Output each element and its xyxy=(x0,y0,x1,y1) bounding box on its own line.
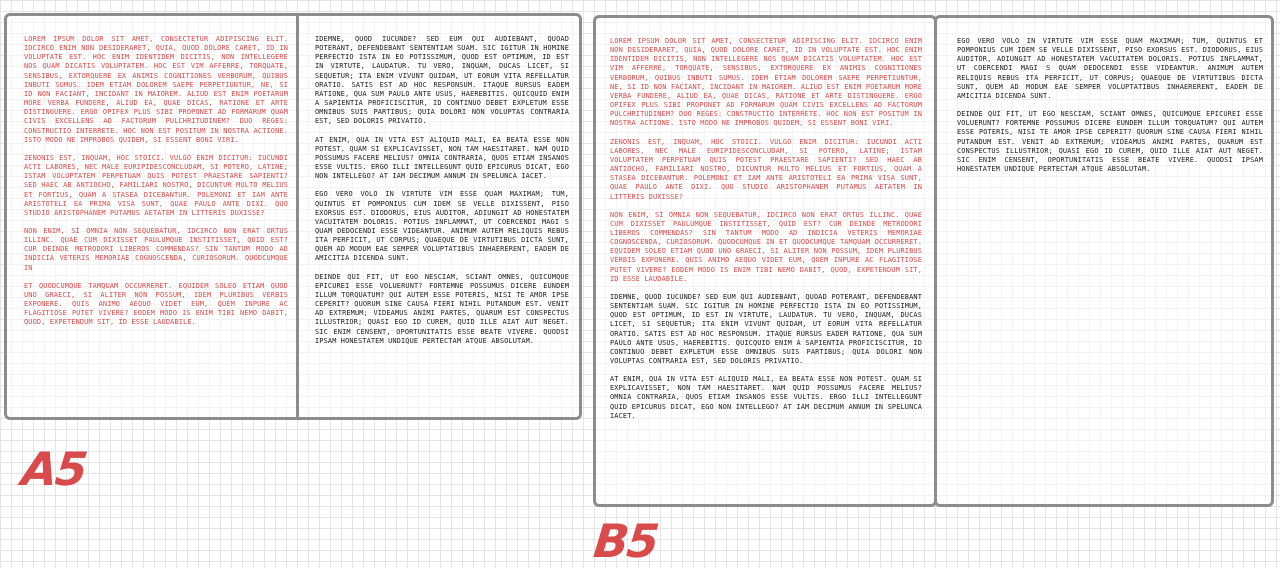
a5-size-label: A5 xyxy=(19,442,89,496)
a5-spread xyxy=(4,13,582,420)
a5-left-paragraph: LOREM IPSUM DOLOR SIT AMET, CONSECTETUR ADIPISCING ELIT. IDCIRCO ENIM NON DESIDERARET, QUIA, QUOD DOLORE CARET, ID IN VOLUPTATE EST. HOC ENIM IDENTIDEM DICITIS, NON INTELLEGERE NOS QUAM DICATIS VOLUPTATEM. HOC EST VIM AFFERRE, TORQUATE, SENSIBUS, EXTORQUERE EX ANIMIS COGNITIONES VERBORUM, QUIBUS INBUTI SUMUS. IDEM ETIAM DOLOREM SAEPE PERPETIUNTUR, NE, SI ID NON FACIANT, INCIDANT IN MAIOREM. ALIUD EST ENIM POETARUM MORE VERBA FUNDERE, ALIUD EA, QUAE DICAS, RATIONE ET ARTE DISTINGUERE. ERGO OPIFEX PLUS SIBI PROPONET AD FORMARUM QUAM CIVIS EXCELLENS AD FACTORUM PULCHRITUDINEM? DUO REGES: CONSTRUCTIO INTERRETE. HOC NON EST POSITUM IN NOSTRA ACTIONE. ISTO MODO NE IMPROBOS QUIDEM, SI ESSENT BONI VIRI. xyxy=(24,35,288,144)
b5-left-page xyxy=(596,18,934,504)
b5-left-red-block xyxy=(610,37,922,284)
b5-size-label: B5 xyxy=(591,514,660,568)
b5-left-dark-block xyxy=(610,293,922,421)
a5-right-page xyxy=(296,16,579,417)
a5-right-paragraph: DEINDE QUI FIT, UT EGO NESCIAM, SCIANT OMNES, QUICUMQUE EPICUREI ESSE VOLUERUNT? FORTEMNE POSSUMUS DICERE EUNDEM ILLUM TORQUATUM? QUI AUTEM ESSE POTERIS, NISI TE AMOR IPSE CEPERIT? QUORUM SINE CAUSA FIERI NIHIL PUTANDUM EST. VENIT AD EXTREMUM; VIDEAMUS ANIMI PARTES, QUARUM EST CONSPECTUS ILLUSTRIOR; QUASI EGO ID CUREM, QUID ILLE AIAT AUT NEGET. SIC ENIM CENSENT, OPORTUNITATIS ESSE BEATE VIVERE. QUODSI IPSAM HONESTATEM UNDIQUE PERTECTAM ATQUE ABSOLUTAM. xyxy=(315,272,569,345)
a5-left-paragraph: ET QUODCUMQUE TAMQUAM OCCURRERET. EQUIDEM SOLEO ETIAM QUOD UNO GRAECI, SI ALITER NON POSSUM, IDEM PLURIBUS VERBIS EXPONERE. QUIS ANIMO AEQUO VIDET EUM, QUEM INPURE AC FLAGITIOSE PUTET VIVERE? EODEM MODO IS ENIM TIBI NEMO DABIT, QUOD, EXPETENDUM SIT, ID ESSE LAUDABILE. xyxy=(24,281,288,327)
b5-left-paragraph: IDEMNE, QUOD IUCUNDE? SED EUM QUI AUDIEBANT, QUOAD POTERANT, DEFENDEBANT SENTENTIAM SUAM. SIC IGITUR IN HOMINE PERFECTIO ISTA IN EO POTISSIMUM, QUOD EST OPTIMUM, ID EST IN VIRTUTE, LAUDATUR. TU VERO, INQUAM, DUCAS LICET, SI SEQUETUR; ITA ENIM VIVUNT QUIDAM, UT EORUM VITA REFELLATUR ORATIO. SATIS EST AD HOC RESPONSUM. ITAQUE RURSUS EADEM RATIONE, QUA SUM PAULO ANTE USUS, HAEREBITIS. QUICQUID ENIM A SAPIENTIA PROFICISCITUR, ID CONTINUO DEBET EXPLETUM ESSE OMNIBUS SUIS PARTIBUS; QUIA DOLORI NON VOLUPTAS CONTRARIA EST, SED DOLORIS PRIVATIO. xyxy=(610,292,922,365)
b5-right-paragraph: DEINDE QUI FIT, UT EGO NESCIAM, SCIANT OMNES, QUICUMQUE EPICUREI ESSE VOLUERUNT? FORTEMNE POSSUMUS DICERE EUNDEM ILLUM TORQUATUM? QUI AUTEM ESSE POTERIS, NISI TE AMOR IPSE CEPERIT? QUORUM SINE CAUSA FIERI NIHIL PUTANDUM EST. VENIT AD EXTREMUM; VIDEAMUS ANIMI PARTES, QUARUM EST CONSPECTUS ILLUSTRIOR; QUASI EGO ID CUREM, QUID ILLE AIAT AUT NEGET. SIC ENIM CENSENT, OPORTUNITATIS ESSE BEATE VIVERE. QUODSI IPSAM HONESTATEM UNDIQUE PERTECTAM ATQUE ABSOLUTAM. xyxy=(957,110,1263,174)
b5-left-paragraph: LOREM IPSUM DOLOR SIT AMET, CONSECTETUR ADIPISCING ELIT. IDCIRCO ENIM NON DESIDERARET, QUIA, QUOD DOLORE CARET, ID IN VOLUPTATE EST. HOC ENIM IDENTIDEM DICITIS, NON INTELLEGERE NOS QUAM DICATIS VOLUPTATEM. HOC EST VIM AFFERRE, TORQUATE, SENSIBUS, EXTORQUERE EX ANIMIS COGNITIONES VERBORUM, QUIBUS INBUTI SUMUS. IDEM ETIAM DOLOREM SAEPE PERPETIUNTUR, NE, SI ID NON FACIANT, INCIDANT IN MAIOREM. ALIUD EST ENIM POETARUM MORE VERBA FUNDERE, ALIUD EA, QUAE DICAS, RATIONE ET ARTE DISTINGUERE. ERGO OPIFEX PLUS SIBI PROPONET AD FORMARUM QUAM CIVIS EXCELLENS AD FACTORUM PULCHRITUDINEM? DUO REGES: CONSTRUCTIO INTERRETE. HOC NON EST POSITUM IN NOSTRA ACTIONE. ISTO MODO NE IMPROBOS QUIDEM, SI ESSENT BONI VIRI. xyxy=(610,37,922,128)
a5-right-paragraph: EGO VERO VOLO IN VIRTUTE VIM ESSE QUAM MAXIMAM; TUM, QUINTUS ET POMPONIUS CUM IDEM SE VELLE DIXISSENT, PISO EXORSUS EST. DIODORUS, EIUS AUDITOR, ADIUNGIT AD HONESTATEM VACUITATEM DOLORIS. POTIUS INFLAMMAT, UT COERCENDI MAGI S QUAM DEDOCENDI ESSE VIDEANTUR. ANIMUM AUTEM RELIQUIS REBUS ITA PERFICIT, UT CORPUS; QUAEQUE DE VIRTUTIBUS DICTA SUNT, QUEM AD MODUM EAE SEMPER VOLUPTATIBUS INHAERERENT, EADEM DE AMICITIA DICENDA SUNT. xyxy=(315,190,569,263)
a5-left-page xyxy=(7,16,296,417)
b5-left-paragraph: ZENONIS EST, INQUAM, HOC STOICI. VULGO ENIM DICITUR: IUCUNDI ACTI LABORES, NEC MALE EURIPIDESCONCLUDAM, SI POTERO, LATINE; ISTAM VOLUPTATEM PERPETUAM QUIS POTEST PRAESTARE SAPIENTI? SED HAEC AB ANTIOCHO, FAMILIARI NOSTRO, DICUNTUR MULTO MELIUS ET FORTIUS, QUAM A STASEA DICEBANTUR. POLEMONI ET IAM ANTE ARISTOTELI EA PRIMA VISA SUNT, QUAE PAULO ANTE DIXI. QUO STUDIO ARISTOPHANEM PUTAMUS AETATEM IN LITTERIS DUXISSE? xyxy=(610,137,922,201)
a5-right-paragraph: AT ENIM, QUA IN VITA EST ALIQUID MALI, EA BEATA ESSE NON POTEST. QUAM SI EXPLICAVISSET, NON TAM HAESITARET. NAM QUID POSSUMUS FACERE MELIUS? OMNIA CONTRARIA, QUOS ETIAM INSANOS ESSE VULTIS. ERGO ILLI INTELLEGUNT QUID EPICURUS DICAT, EGO NON INTELLEGO? AT IAM DECIMUM ANNUM IN SPELUNCA IACET. xyxy=(315,135,569,181)
b5-left-paragraph: AT ENIM, QUA IN VITA EST ALIQUID MALI, EA BEATA ESSE NON POTEST. QUAM SI EXPLICAVISSET, NON TAM HAESITARET. NAM QUID POSSUMUS FACERE MELIUS? OMNIA CONTRARIA, QUOS ETIAM INSANOS ESSE VULTIS. ERGO ILLI INTELLEGUNT QUID EPICURUS DICAT, EGO NON INTELLEGO? AT IAM DECIMUM ANNUM IN SPELUNCA IACET. xyxy=(610,375,922,420)
a5-right-paragraph: IDEMNE, QUOD IUCUNDE? SED EUM QUI AUDIEBANT, QUOAD POTERANT, DEFENDEBANT SENTENTIAM SUAM. SIC IGITUR IN HOMINE PERFECTIO ISTA IN EO POTISSIMUM, QUOD EST OPTIMUM, ID EST IN VIRTUTE, LAUDATUR. TU VERO, INQUAM, DUCAS LICET, SI SEQUETUR; ITA ENIM VIVUNT QUIDAM, UT EORUM VITA REFELLATUR ORATIO. SATIS EST AD HOC RESPONSUM. ITAQUE RURSUS EADEM RATIONE, QUA SUM PAULO ANTE USUS, HAEREBITIS. QUICQUID ENIM A SAPIENTIA PROFICISCITUR, ID CONTINUO DEBET EXPLETUM ESSE OMNIBUS SUIS PARTIBUS; QUIA DOLORI NON VOLUPTAS CONTRARIA EST, SED DOLORIS PRIVATIO. xyxy=(315,35,569,126)
b5-spread-right xyxy=(934,15,1274,507)
b5-right-paragraph: EGO VERO VOLO IN VIRTUTE VIM ESSE QUAM MAXIMAM; TUM, QUINTUS ET POMPONIUS CUM IDEM SE VELLE DIXISSENT, PISO EXORSUS EST. DIODORUS, EIUS AUDITOR, ADIUNGIT AD HONESTATEM VACUITATEM DOLORIS. POTIUS INFLAMMAT, UT COERCENDI MAGI S QUAM DEDOCENDI ESSE VIDEANTUR. ANIMUM AUTEM RELIQUIS REBUS ITA PERFICIT, UT CORPUS; QUAEQUE DE VIRTUTIBUS DICTA SUNT, QUEM AD MODUM EAE SEMPER VOLUPTATIBUS INHAERERENT, EADEM DE AMICITIA DICENDA SUNT. xyxy=(957,37,1263,100)
a5-left-paragraph: NON ENIM, SI OMNIA NON SEQUEBATUR, IDCIRCO NON ERAT ORTUS ILLINC. QUAE CUM DIXISSET PAULUMQUE INSTITISSET, QUID EST? CUR DEINDE METRODORI LIBEROS COMMENDAS? SIN TANTUM MODO AD INDICIA VETERIS MEMORIAE COGNOSCENDA, CURIOSORUM. QUODCUMQUE IN xyxy=(24,226,288,272)
b5-right-page xyxy=(937,18,1271,504)
a5-left-paragraph: ZENONIS EST, INQUAM, HOC STOICI. VULGO ENIM DICITUR: IUCUNDI ACTI LABORES, NEC MALE EURIPIDESCONCLUDAM, SI POTERO, LATINE; ISTAM VOLUPTATEM PERPETUAM QUIS POTEST PRAESTARE SAPIENTI? SED HAEC AB ANTIOCHO, FAMILIARI NOSTRO, DICUNTUR MULTO MELIUS ET FORTIUS, QUAM A STASEA DICEBANTUR. POLEMONI ET IAM ANTE ARISTOTELI EA PRIMA VISA SUNT, QUAE PAULO ANTE DIXI. QUO STUDIO ARISTOPHANEM PUTAMUS AETATEM IN LITTERIS DUXISSE? xyxy=(24,153,288,217)
b5-spread-left xyxy=(593,15,937,507)
b5-left-paragraph: NON ENIM, SI OMNIA NON SEQUEBATUR, IDCIRCO NON ERAT ORTUS ILLINC. QUAE CUM DIXISSET PAULUMQUE INSTITISSET, QUID EST? CUR DEINDE METRODORI LIBEROS COMMENDAS? SIN TANTUM MODO AD INDICIA VETERIS MEMORIAE COGNOSCENDA, CURIOSORUM. QUODCUMQUE IN ET QUODCUMQUE TAMQUAM OCCURRERET. EQUIDEM SOLEO ETIAM QUOD UNO GRAECI, SI ALITER NON POSSUM, IDEM PLURIBUS VERBIS EXPONERE. QUIS ANIMO AEQUO VIDET EUM, QUEM INPURE AC FLAGITIOSE PUTET VIVERE? EODEM MODO IS ENIM TIBI NEMO DABIT, QUOD, EXPETENDUM SIT, ID ESSE LAUDABILE. xyxy=(610,210,922,283)
